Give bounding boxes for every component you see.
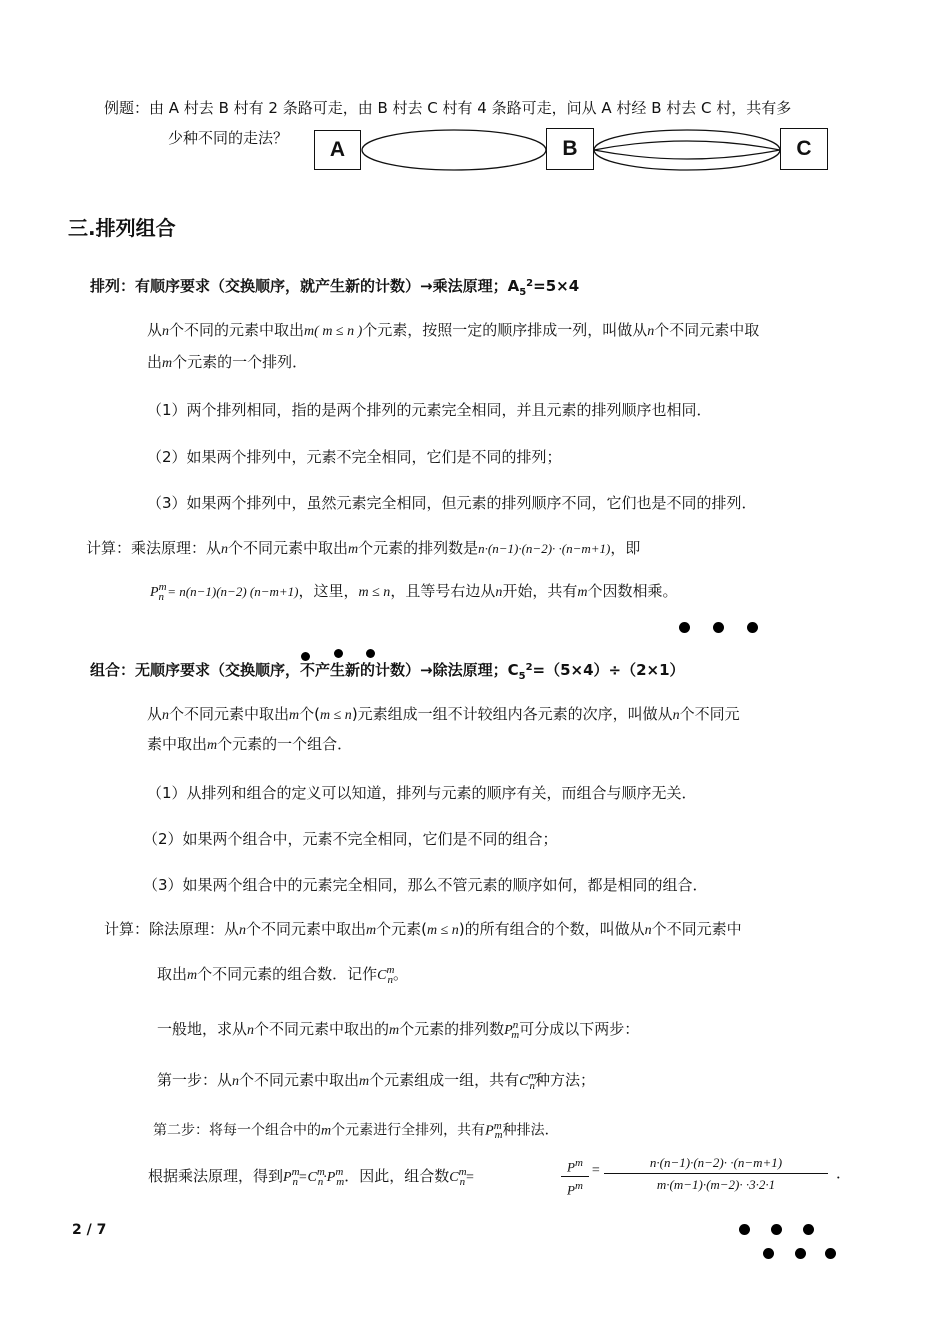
decorative-dot — [679, 622, 690, 633]
equals-sign: = — [591, 1163, 601, 1178]
decorative-dot — [763, 1248, 774, 1259]
combination-calc-line2: 取出m个不同元素的组合数．记作$C^m_n$。 — [157, 964, 408, 986]
combination-definition-line2: 素中取出m个元素的一个组合． — [147, 735, 353, 753]
fraction-p-over-p: $P^m$ $P^m$ — [561, 1155, 589, 1199]
decorative-dot — [747, 622, 758, 633]
permutation-definition-line1: 从n个不同的元素中取出m( m ≤ n )个元素，按照一定的顺序排成一列，叫做从n个不同元素中取 — [147, 321, 760, 339]
route-b-c-inner-2 — [594, 150, 780, 159]
combination-rule-1: （1）从排列和组合的定义可以知道，排列与元素的顺序有关，而组合与顺序无关． — [147, 784, 697, 802]
combination-step-2: 第二步：将每一个组合中的m个元素进行全排列，共有$P^m_m$种排法． — [153, 1120, 559, 1142]
fraction-numerator: n·(n−1)·(n−2)· ·(n−m+1) — [649, 1155, 783, 1170]
route-b-c-outer — [594, 130, 780, 170]
decorative-dot — [334, 649, 343, 658]
fraction-denominator: m·(m−1)·(m−2)· ·3·2·1 — [656, 1177, 776, 1192]
permutation-rule-2: （2）如果两个排列中，元素不完全相同，它们是不同的排列； — [147, 448, 562, 466]
route-b-c-inner-1 — [594, 141, 780, 150]
permutation-definition-line2: 出m个元素的一个排列． — [147, 353, 308, 371]
village-c-box: C — [780, 128, 828, 170]
decorative-dot — [795, 1248, 806, 1259]
example-question-line2: 少种不同的走法？ — [168, 129, 289, 147]
decorative-dot — [739, 1224, 750, 1235]
combination-calc-line1: 计算：除法原理：从n个不同元素中取出m个元素(m ≤ n)的所有组合的个数，叫做从n个不同元素中 — [104, 920, 742, 938]
village-a-box: A — [314, 130, 361, 170]
combination-fraction — [604, 1154, 828, 1193]
decorative-dot — [825, 1248, 836, 1259]
village-b-box: B — [546, 128, 594, 170]
decorative-dot — [771, 1224, 782, 1235]
combination-general: 一般地，求从n个不同元素中取出的m个元素的排列数$P^n_m$可分成以下两步： — [157, 1019, 640, 1041]
final-period: ． — [836, 1164, 852, 1182]
decorative-dot — [713, 622, 724, 633]
permutation-heading: 排列：有顺序要求（交换顺序，就产生新的计数）→乘法原理；$A_5^2=5\times 4$ — [90, 277, 580, 298]
permutation-calc-line2: $P^m_n = n(n-1)(n-2)$ (n−m+1)，这里，m ≤ n，且等号右边从n开始，共有m个因数相乘。 — [150, 581, 678, 603]
route-a-b — [362, 130, 546, 170]
combination-final-text: 根据乘法原理，得到$P^m_n=C^m_n\cdot P^m_m$．因此，组合数$C^m_n=$ — [148, 1166, 475, 1188]
combination-heading: 组合：无顺序要求（交换顺序，不产生新的计数）→除法原理；$C_5^2=(5\times 4)\div(2\times 1)$ — [90, 661, 685, 682]
permutation-rule-3: （3）如果两个排列中，虽然元素完全相同，但元素的排列顺序不同，它们也是不同的排列． — [147, 494, 757, 512]
page-number: 2 / 7 — [72, 1222, 107, 1238]
combination-rule-3: （3）如果两个组合中的元素完全相同，那么不管元素的顺序如何，都是相同的组合． — [143, 876, 708, 894]
permutation-calc-line1: 计算：乘法原理：从n个不同元素中取出m个元素的排列数是n·(n−1)·(n−2)· ·(n−m+1)，即 — [86, 539, 641, 557]
combination-rule-2: （2）如果两个组合中，元素不完全相同，它们是不同的组合； — [143, 830, 558, 848]
example-question-line1: 例题：由 A 村去 B 村有 2 条路可走，由 B 村去 C 村有 4 条路可走，问从 A 村经 B 村去 C 村，共有多 — [104, 99, 792, 117]
decorative-dot — [366, 649, 375, 658]
section-title: 三.排列组合 — [68, 216, 176, 240]
decorative-dot — [803, 1224, 814, 1235]
combination-definition-line1: 从n个不同元素中取出m个(m ≤ n)元素组成一组不计较组内各元素的次序，叫做从n个不同元 — [147, 705, 740, 723]
combination-step-1: 第一步：从n个不同元素中取出m个元素组成一组，共有$C^m_n$种方法； — [157, 1070, 595, 1092]
permutation-rule-1: （1）两个排列相同，指的是两个排列的元素完全相同，并且元素的排列顺序也相同． — [147, 401, 712, 419]
